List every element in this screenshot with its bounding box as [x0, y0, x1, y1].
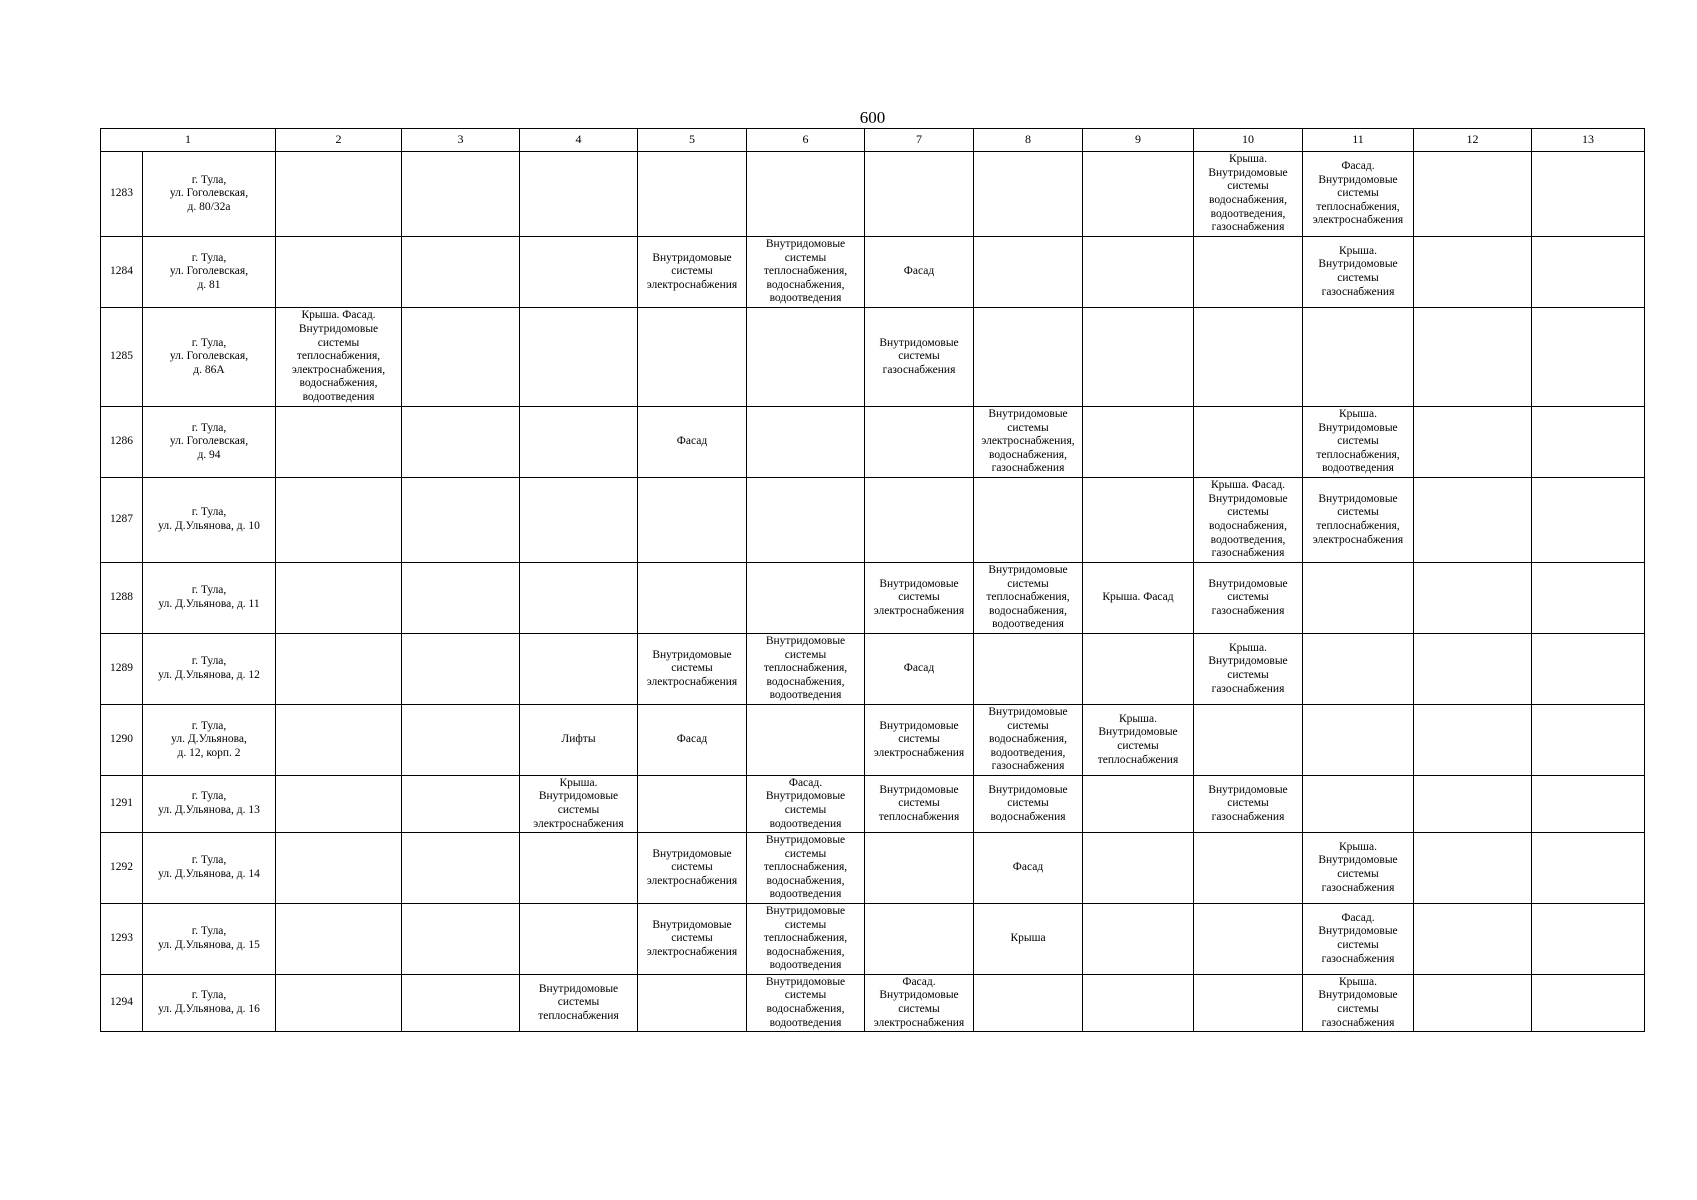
work-type-cell	[1083, 776, 1194, 833]
work-type-cell	[1194, 833, 1303, 904]
work-type-cell	[747, 563, 865, 634]
row-number-cell: 1294	[101, 975, 143, 1032]
work-type-cell: Фасад	[865, 237, 974, 308]
row-number-cell: 1287	[101, 478, 143, 563]
work-type-cell	[276, 407, 402, 478]
work-type-cell	[638, 975, 747, 1032]
column-number-cell: 8	[974, 129, 1083, 152]
table-row	[101, 705, 1645, 776]
work-type-cell: Крыша. Внутридомовые системы водоснабжения, водоотведения, газоснабжения	[1194, 152, 1303, 237]
work-type-cell	[276, 563, 402, 634]
work-type-cell	[402, 152, 520, 237]
work-type-cell	[1532, 634, 1645, 705]
work-type-cell	[747, 152, 865, 237]
work-type-cell: Внутридомовые системы газоснабжения	[865, 308, 974, 407]
work-type-cell	[520, 904, 638, 975]
row-number-cell: 1293	[101, 904, 143, 975]
work-type-cell: Крыша. Внутридомовые системы теплоснабжения, водоотведения	[1303, 407, 1414, 478]
work-type-cell: Фасад	[974, 833, 1083, 904]
table-row	[101, 308, 1645, 407]
work-type-cell	[1303, 308, 1414, 407]
column-number-cell: 2	[276, 129, 402, 152]
column-number-cell: 1	[101, 129, 276, 152]
work-type-cell: Внутридомовые системы теплоснабжения, водоснабжения, водоотведения	[747, 237, 865, 308]
work-type-cell: Крыша. Фасад. Внутридомовые системы теплоснабжения, электроснабжения, водоснабжения, водоотведения	[276, 308, 402, 407]
column-number-cell: 12	[1414, 129, 1532, 152]
row-number-cell: 1284	[101, 237, 143, 308]
work-type-cell	[1414, 705, 1532, 776]
work-type-cell	[1414, 478, 1532, 563]
work-type-cell: Крыша. Фасад	[1083, 563, 1194, 634]
work-type-cell: Крыша. Фасад. Внутридомовые системы водоснабжения, водоотведения, газоснабжения	[1194, 478, 1303, 563]
work-type-cell: Фасад. Внутридомовые системы газоснабжения	[1303, 904, 1414, 975]
table-row	[101, 152, 1645, 237]
table-row	[101, 833, 1645, 904]
row-number-cell: 1289	[101, 634, 143, 705]
table-row	[101, 904, 1645, 975]
work-type-cell: Внутридомовые системы газоснабжения	[1194, 776, 1303, 833]
table-row	[101, 563, 1645, 634]
work-type-cell	[276, 634, 402, 705]
address-cell: г. Тула, ул. Д.Ульянова, д. 14	[143, 833, 276, 904]
work-type-cell	[1194, 975, 1303, 1032]
work-type-cell	[276, 833, 402, 904]
work-type-cell: Внутридомовые системы электроснабжения	[638, 634, 747, 705]
work-type-cell	[1414, 975, 1532, 1032]
work-type-cell: Внутридомовые системы теплоснабжения, водоснабжения, водоотведения	[974, 563, 1083, 634]
work-type-cell	[520, 563, 638, 634]
table-row	[101, 478, 1645, 563]
address-cell: г. Тула, ул. Д.Ульянова, д. 15	[143, 904, 276, 975]
work-type-cell	[638, 308, 747, 407]
work-type-cell	[865, 833, 974, 904]
column-number-row	[101, 129, 1645, 152]
work-type-cell	[1532, 152, 1645, 237]
work-type-cell	[1083, 308, 1194, 407]
work-type-cell	[276, 705, 402, 776]
work-type-cell: Крыша. Внутридомовые системы газоснабжения	[1303, 833, 1414, 904]
work-type-cell: Внутридомовые системы электроснабжения	[638, 904, 747, 975]
work-type-cell: Фасад. Внутридомовые системы теплоснабжения, электроснабжения	[1303, 152, 1414, 237]
row-number-cell: 1288	[101, 563, 143, 634]
work-type-cell	[520, 634, 638, 705]
work-type-cell	[402, 634, 520, 705]
work-type-cell	[1414, 407, 1532, 478]
address-cell: г. Тула, ул. Д.Ульянова, д. 13	[143, 776, 276, 833]
column-number-cell: 7	[865, 129, 974, 152]
work-type-cell	[1414, 237, 1532, 308]
row-number-cell: 1286	[101, 407, 143, 478]
work-type-cell: Внутридомовые системы электроснабжения	[865, 705, 974, 776]
work-type-cell: Внутридомовые системы теплоснабжения, водоснабжения, водоотведения	[747, 833, 865, 904]
work-type-cell	[1414, 308, 1532, 407]
work-type-cell	[747, 308, 865, 407]
work-type-cell	[747, 407, 865, 478]
work-type-cell: Фасад. Внутридомовые системы водоотведения	[747, 776, 865, 833]
work-type-cell	[1083, 975, 1194, 1032]
work-type-cell	[638, 478, 747, 563]
work-type-cell: Внутридомовые системы водоснабжения	[974, 776, 1083, 833]
row-number-cell: 1285	[101, 308, 143, 407]
work-type-cell	[1083, 407, 1194, 478]
work-type-cell	[402, 237, 520, 308]
work-type-cell	[1414, 563, 1532, 634]
address-cell: г. Тула, ул. Д.Ульянова, д. 11	[143, 563, 276, 634]
address-cell: г. Тула, ул. Гоголевская, д. 81	[143, 237, 276, 308]
work-type-cell	[974, 308, 1083, 407]
work-type-cell	[520, 407, 638, 478]
row-number-cell: 1292	[101, 833, 143, 904]
work-type-cell	[1194, 705, 1303, 776]
work-type-cell	[276, 478, 402, 563]
table-row	[101, 634, 1645, 705]
work-type-cell	[520, 308, 638, 407]
work-type-cell: Фасад	[865, 634, 974, 705]
column-number-cell: 9	[1083, 129, 1194, 152]
address-cell: г. Тула, ул. Д.Ульянова, д. 16	[143, 975, 276, 1032]
work-type-cell	[1083, 152, 1194, 237]
work-type-cell	[1083, 833, 1194, 904]
work-type-cell	[1414, 776, 1532, 833]
work-type-cell	[974, 152, 1083, 237]
work-type-cell	[638, 152, 747, 237]
work-type-cell: Крыша. Внутридомовые системы электроснабжения	[520, 776, 638, 833]
work-type-cell	[1532, 975, 1645, 1032]
work-type-cell: Внутридомовые системы электроснабжения	[865, 563, 974, 634]
table-row	[101, 407, 1645, 478]
work-type-cell: Крыша. Внутридомовые системы газоснабжения	[1194, 634, 1303, 705]
work-type-cell: Внутридомовые системы теплоснабжения	[865, 776, 974, 833]
work-type-cell	[1083, 478, 1194, 563]
work-type-cell	[402, 478, 520, 563]
work-type-cell	[520, 152, 638, 237]
row-number-cell: 1283	[101, 152, 143, 237]
table-row	[101, 975, 1645, 1032]
work-type-cell	[747, 705, 865, 776]
work-type-cell: Внутридомовые системы теплоснабжения	[520, 975, 638, 1032]
work-type-cell: Внутридомовые системы электроснабжения	[638, 237, 747, 308]
work-type-cell	[1303, 563, 1414, 634]
work-type-cell: Фасад	[638, 407, 747, 478]
work-type-cell	[974, 478, 1083, 563]
work-type-cell: Внутридомовые системы водоснабжения, водоотведения	[747, 975, 865, 1032]
page-number: 600	[859, 108, 886, 127]
work-type-cell: Фасад. Внутридомовые системы электроснабжения	[865, 975, 974, 1032]
work-type-cell: Крыша. Внутридомовые системы теплоснабжения	[1083, 705, 1194, 776]
work-type-cell	[1303, 776, 1414, 833]
work-type-cell: Внутридомовые системы теплоснабжения, водоснабжения, водоотведения	[747, 904, 865, 975]
work-type-cell	[402, 776, 520, 833]
column-number-cell: 10	[1194, 129, 1303, 152]
table-row	[101, 776, 1645, 833]
address-cell: г. Тула, ул. Д.Ульянова, д. 12, корп. 2	[143, 705, 276, 776]
work-type-cell: Крыша	[974, 904, 1083, 975]
work-type-cell	[276, 776, 402, 833]
column-number-cell: 13	[1532, 129, 1645, 152]
work-type-cell	[402, 975, 520, 1032]
work-type-cell	[402, 705, 520, 776]
work-type-cell	[865, 152, 974, 237]
address-cell: г. Тула, ул. Д.Ульянова, д. 10	[143, 478, 276, 563]
work-type-cell	[865, 407, 974, 478]
column-number-cell: 5	[638, 129, 747, 152]
work-type-cell	[1532, 833, 1645, 904]
work-type-cell	[1532, 407, 1645, 478]
work-type-cell: Крыша. Внутридомовые системы газоснабжения	[1303, 975, 1414, 1032]
work-type-cell	[1303, 705, 1414, 776]
work-type-cell	[638, 563, 747, 634]
work-type-cell	[402, 407, 520, 478]
work-type-cell	[1414, 904, 1532, 975]
address-cell: г. Тула, ул. Гоголевская, д. 94	[143, 407, 276, 478]
work-type-cell	[1194, 904, 1303, 975]
work-type-cell	[865, 904, 974, 975]
work-type-cell	[402, 904, 520, 975]
column-number-cell: 11	[1303, 129, 1414, 152]
work-type-cell	[1414, 833, 1532, 904]
work-type-cell: Крыша. Внутридомовые системы газоснабжения	[1303, 237, 1414, 308]
address-cell: г. Тула, ул. Гоголевская, д. 80/32а	[143, 152, 276, 237]
work-type-cell	[1303, 634, 1414, 705]
capital-repair-table	[100, 128, 1645, 1032]
work-type-cell	[520, 833, 638, 904]
work-type-cell	[402, 563, 520, 634]
work-type-cell	[1194, 237, 1303, 308]
work-type-cell	[276, 904, 402, 975]
work-type-cell: Внутридомовые системы электроснабжения	[638, 833, 747, 904]
row-number-cell: 1291	[101, 776, 143, 833]
work-type-cell	[276, 237, 402, 308]
work-type-cell	[1083, 904, 1194, 975]
work-type-cell	[1194, 407, 1303, 478]
work-type-cell: Внутридомовые системы газоснабжения	[1194, 563, 1303, 634]
work-type-cell: Внутридомовые системы водоснабжения, водоотведения, газоснабжения	[974, 705, 1083, 776]
work-type-cell	[1532, 478, 1645, 563]
work-type-cell	[974, 237, 1083, 308]
work-type-cell	[276, 975, 402, 1032]
column-number-cell: 4	[520, 129, 638, 152]
work-type-cell: Внутридомовые системы теплоснабжения, электроснабжения	[1303, 478, 1414, 563]
table-row	[101, 237, 1645, 308]
work-type-cell: Внутридомовые системы электроснабжения, водоснабжения, газоснабжения	[974, 407, 1083, 478]
work-type-cell	[1414, 634, 1532, 705]
work-type-cell	[1414, 152, 1532, 237]
work-type-cell	[520, 237, 638, 308]
work-type-cell	[638, 776, 747, 833]
work-type-cell	[1532, 705, 1645, 776]
work-type-cell	[865, 478, 974, 563]
table-body	[101, 129, 1645, 1032]
work-type-cell: Внутридомовые системы теплоснабжения, водоснабжения, водоотведения	[747, 634, 865, 705]
work-type-cell	[520, 478, 638, 563]
work-type-cell	[974, 634, 1083, 705]
work-type-cell	[1532, 776, 1645, 833]
work-type-cell	[1532, 237, 1645, 308]
work-type-cell	[1194, 308, 1303, 407]
work-type-cell	[1532, 904, 1645, 975]
work-type-cell: Лифты	[520, 705, 638, 776]
address-cell: г. Тула, ул. Гоголевская, д. 86А	[143, 308, 276, 407]
work-type-cell	[1532, 308, 1645, 407]
address-cell: г. Тула, ул. Д.Ульянова, д. 12	[143, 634, 276, 705]
work-type-cell	[276, 152, 402, 237]
work-type-cell	[402, 308, 520, 407]
column-number-cell: 6	[747, 129, 865, 152]
work-type-cell	[402, 833, 520, 904]
row-number-cell: 1290	[101, 705, 143, 776]
work-type-cell	[974, 975, 1083, 1032]
work-type-cell	[1532, 563, 1645, 634]
column-number-cell: 3	[402, 129, 520, 152]
work-type-cell	[1083, 237, 1194, 308]
work-type-cell: Фасад	[638, 705, 747, 776]
work-type-cell	[1083, 634, 1194, 705]
work-type-cell	[747, 478, 865, 563]
